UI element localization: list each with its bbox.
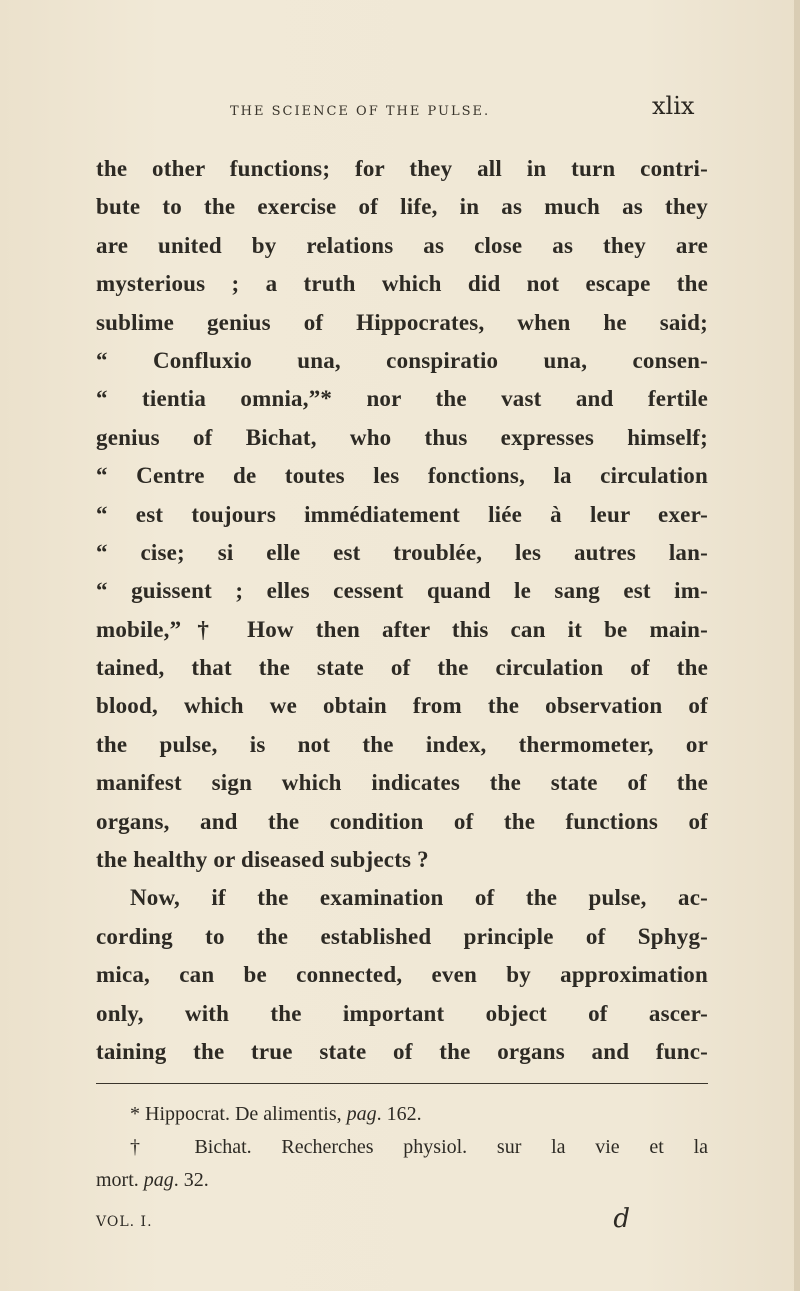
text-line: are united by relations as close as they are	[96, 232, 708, 258]
footnote-rule	[96, 1083, 708, 1084]
footnote-2-text: mort.	[96, 1169, 144, 1191]
signature-mark: d	[613, 1204, 630, 1234]
footnote-1-pag: pag	[346, 1103, 377, 1125]
text-line: Now, if the examination of the pulse, ac-	[130, 885, 708, 911]
footnote-1-page: . 162.	[376, 1103, 422, 1125]
page-footer	[96, 1204, 708, 1240]
text-line: only, with the important object of ascer-	[96, 1000, 708, 1026]
text-line: the other functions; for they all in turn contri-	[96, 156, 708, 181]
text-line: sublime genius of Hippocrates, when he said;	[96, 309, 708, 335]
text-line: “ guissent ; elles cessent quand le sang est im-	[96, 578, 708, 604]
text-line: taining the true state of the organs and func-	[96, 1038, 708, 1064]
page-edge	[794, 0, 800, 1291]
text-line: “ Centre de toutes les fonctions, la circulation	[96, 463, 708, 489]
text-line: mysterious ; a truth which did not escape the	[96, 271, 708, 297]
text-line: genius of Bichat, who thus expresses himself;	[96, 424, 708, 450]
text-line: the healthy or diseased subjects ?	[96, 847, 429, 873]
text-line: the pulse, is not the index, thermometer, or	[96, 731, 708, 757]
text-line: organs, and the condition of the functions of	[96, 808, 708, 834]
body-text	[96, 150, 708, 1071]
page-number: xlix	[652, 92, 695, 120]
running-title: THE SCIENCE OF THE PULSE.	[230, 104, 491, 119]
volume-mark: VOL. I.	[96, 1214, 153, 1230]
text-line: manifest sign which indicates the state of the	[96, 770, 708, 796]
footnote-2-page: . 32.	[173, 1169, 209, 1191]
footnote-2: † Bichat. Recherches physiol. sur la vie et la	[130, 1136, 708, 1158]
text-line: mica, can be connected, even by approximation	[96, 962, 708, 988]
footnotes	[96, 1098, 708, 1197]
text-line: “ cise; si elle est troublée, les autres lan-	[96, 539, 708, 565]
text-line: blood, which we obtain from the observation of	[96, 693, 708, 719]
text-line: “ est toujours immédiatement liée à leur exer-	[96, 501, 708, 527]
text-line: “ tientia omnia,”* nor the vast and fertile	[96, 386, 708, 412]
text-line: bute to the exercise of life, in as much as they	[96, 194, 708, 220]
footnote-1	[96, 1098, 708, 1131]
text-line: “ Confluxio una, conspiratio una, consen-	[96, 347, 708, 373]
text-line: mobile,”† How then after this can it be main-	[96, 616, 708, 642]
text-line: tained, that the state of the circulation of the	[96, 655, 708, 681]
footnote-2-continued	[96, 1164, 708, 1197]
footnote-1-text: * Hippocrat. De alimentis,	[130, 1103, 347, 1125]
text-line: cording to the established principle of Sphyg-	[96, 923, 708, 949]
footnote-2-pag: pag	[143, 1169, 174, 1191]
